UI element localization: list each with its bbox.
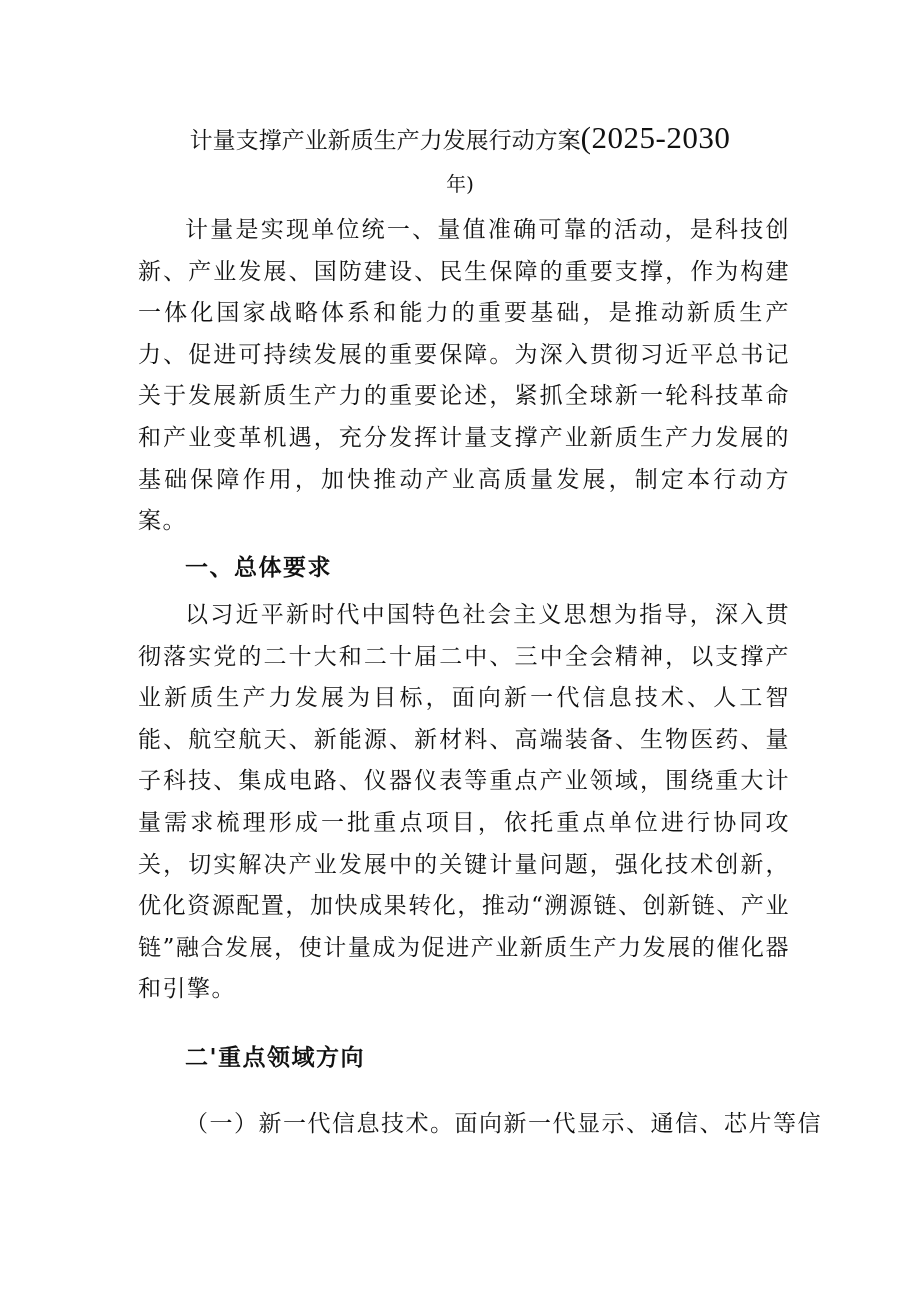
intro-paragraph: 计量是实现单位统一、量值准确可靠的活动，是科技创新、产业发展、国防建设、民生保障的重要支撑，作为构建一体化国家战略体系和能力的重要基础，是推动新质生产力、促进可持续发展的重要保障。为深入贯彻习近平总书记关于发展新质生产力的重要论述，紧抓全球新一轮科技革命和产业变革机遇，充分发挥计量支撑产业新质生产力发展的基础保障作用，加快推动产业高质量发展，制定本行动方案。 bbox=[138, 217, 790, 535]
document-title bbox=[0, 120, 920, 159]
document-title-tail: 年) bbox=[446, 172, 474, 196]
section-heading-key-areas: 二'重点领域方向 bbox=[185, 1044, 366, 1071]
document-title-main: 计量支撑产业新质生产力发展行动方案 bbox=[189, 128, 581, 154]
general-requirements-paragraph: 以习近平新时代中国特色社会主义思想为指导，深入贯彻落实党的二十大和二十届二中、三中全会精神，以支撑产业新质生产力发展为目标，面向新一代信息技术、人工智能、航空航天、新能源、新材料、高端装备、生物医药、量子科技、集成电路、仪器仪表等重点产业领域，围绕重大计量需求梳理形成一批重点项目，依托重点单位进行协同攻关，切实解决产业发展中的关键计量问题，强化技术创新，优化资源配置，加快成果转化，推动“溯源链、创新链、产业链”融合发展，使计量成为促进产业新质生产力发展的催化器和引擎。 bbox=[138, 602, 790, 1003]
section-heading-general-requirements: 一、总体要求 bbox=[185, 554, 332, 581]
document-title-year: (2025-2030 bbox=[580, 120, 731, 155]
subsection-it-paragraph: （一）新一代信息技术。面向新一代显示、通信、芯片等信 bbox=[185, 1111, 822, 1137]
